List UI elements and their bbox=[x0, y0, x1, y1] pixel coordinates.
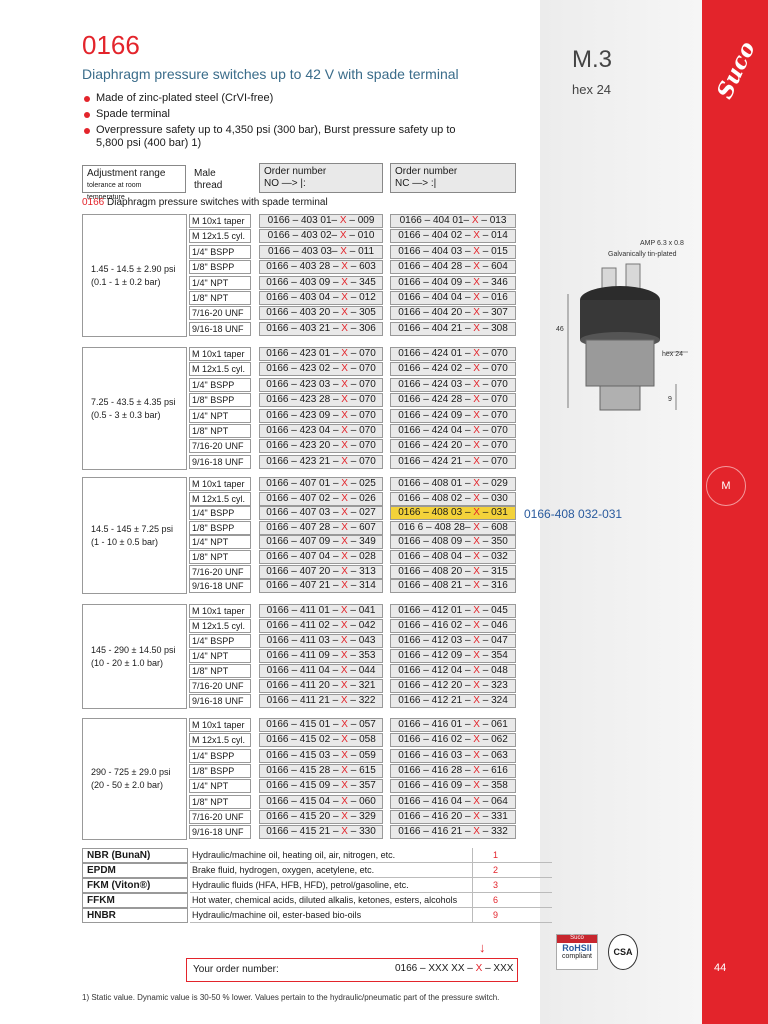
order-number-no: 0166 – 411 20 – X – 321 bbox=[259, 679, 383, 693]
order-number-no: 0166 – 423 20 – X – 070 bbox=[259, 439, 383, 453]
thread-cell: 1/4" BSPP bbox=[189, 634, 251, 648]
order-number-no: 0166 – 403 02– X – 010 bbox=[259, 229, 383, 243]
dim-46-label: 46 bbox=[556, 326, 564, 333]
order-number-nc: 0166 – 404 21 – X – 308 bbox=[390, 322, 516, 336]
table-row bbox=[189, 535, 518, 549]
order-number-no: 0166 – 411 04 – X – 044 bbox=[259, 664, 383, 678]
thread-cell: M 12x1.5 cyl. bbox=[189, 492, 251, 506]
material-name: FKM (Viton®) bbox=[82, 878, 188, 893]
adjustment-range-cell: 14.5 - 145 ± 7.25 psi (1 - 10 ± 0.5 bar) bbox=[82, 477, 187, 594]
series-title: M.3 bbox=[572, 46, 613, 73]
order-number-no: 0166 – 423 04 – X – 070 bbox=[259, 424, 383, 438]
footnote: 1) Static value. Dynamic value is 30-50 % lower. Values pertain to the hydraulic/pneumatic part of the pressure switch. bbox=[82, 993, 500, 1002]
order-number-nc: 0166 – 404 01– X – 013 bbox=[390, 214, 516, 228]
order-number-nc: 0166 – 408 03 – X – 031 bbox=[390, 506, 516, 520]
table-row bbox=[189, 550, 518, 564]
thread-cell: 1/4" NPT bbox=[189, 276, 251, 290]
order-number-no: 0166 – 423 02 – X – 070 bbox=[259, 362, 383, 376]
table-row bbox=[189, 260, 518, 274]
order-number-no: 0166 – 411 03 – X – 043 bbox=[259, 634, 383, 648]
material-name: NBR (BunaN) bbox=[82, 848, 188, 863]
order-number-nc: 0166 – 424 09 – X – 070 bbox=[390, 409, 516, 423]
thread-cell: 1/8" NPT bbox=[189, 424, 251, 438]
table-row bbox=[189, 795, 518, 809]
thread-cell: 1/4" NPT bbox=[189, 535, 251, 549]
order-number-no: 0166 – 407 04 – X – 028 bbox=[259, 550, 383, 564]
table-row bbox=[189, 439, 518, 453]
order-number-no: 0166 – 403 03– X – 011 bbox=[259, 245, 383, 259]
material-code: 3 bbox=[472, 878, 518, 893]
order-number-nc: 0166 – 412 09 – X – 354 bbox=[390, 649, 516, 663]
table-row bbox=[189, 347, 518, 361]
thread-cell: 1/8" NPT bbox=[189, 795, 251, 809]
table-row bbox=[189, 521, 518, 535]
seal-material-table bbox=[82, 848, 518, 923]
order-number-nc: 0166 – 424 02 – X – 070 bbox=[390, 362, 516, 376]
thread-cell: M 10x1 taper bbox=[189, 214, 251, 228]
table-row bbox=[189, 649, 518, 663]
table-row bbox=[189, 579, 518, 593]
order-number-no: 0166 – 423 21 – X – 070 bbox=[259, 455, 383, 469]
order-number-nc: 0166 – 404 09 – X – 346 bbox=[390, 276, 516, 290]
thread-cell: 1/4" BSPP bbox=[189, 506, 251, 520]
order-number-nc: 0166 – 404 20 – X – 307 bbox=[390, 306, 516, 320]
order-number-no: 0166 – 411 21 – X – 322 bbox=[259, 694, 383, 708]
thread-cell: M 10x1 taper bbox=[189, 604, 251, 618]
feature-list bbox=[84, 92, 464, 153]
thread-cell: 1/8" BSPP bbox=[189, 260, 251, 274]
table-row bbox=[189, 779, 518, 793]
pressure-range-group bbox=[82, 477, 518, 594]
thread-cell: 9/16-18 UNF bbox=[189, 694, 251, 708]
material-name: EPDM bbox=[82, 863, 188, 878]
order-number-no: 0166 – 415 09 – X – 357 bbox=[259, 779, 383, 793]
order-number-no: 0166 – 423 01 – X – 070 bbox=[259, 347, 383, 361]
pressure-range-group bbox=[82, 718, 518, 840]
table-row bbox=[189, 409, 518, 423]
thread-cell: 9/16-18 UNF bbox=[189, 455, 251, 469]
order-number-no: 0166 – 415 01 – X – 057 bbox=[259, 718, 383, 732]
header-order-nc: Order number NC —> :| bbox=[390, 163, 516, 193]
seal-material-row bbox=[82, 908, 518, 923]
order-number-nc: 0166 – 416 20 – X – 331 bbox=[390, 810, 516, 824]
order-number-nc: 0166 – 408 04 – X – 032 bbox=[390, 550, 516, 564]
thread-cell: 1/8" BSPP bbox=[189, 521, 251, 535]
thread-cell: 9/16-18 UNF bbox=[189, 322, 251, 336]
order-number-no: 0166 – 407 20 – X – 313 bbox=[259, 565, 383, 579]
order-number-nc: 0166 – 408 01 – X – 029 bbox=[390, 477, 516, 491]
table-row bbox=[189, 393, 518, 407]
order-number-no: 0166 – 415 20 – X – 329 bbox=[259, 810, 383, 824]
order-number-no: 0166 – 407 01 – X – 025 bbox=[259, 477, 383, 491]
order-number-nc: 0166 – 416 03 – X – 063 bbox=[390, 749, 516, 763]
table-row bbox=[189, 565, 518, 579]
material-code: 6 bbox=[472, 893, 518, 908]
order-number-no: 0166 – 407 09 – X – 349 bbox=[259, 535, 383, 549]
feature-item: Overpressure safety up to 4,350 psi (300 bar), Burst pressure safety up to 5,800 psi (400 bar) 1) bbox=[84, 124, 464, 150]
material-description: Hydraulic/machine oil, heating oil, air, nitrogen, etc. bbox=[190, 848, 552, 863]
order-number-nc: 0166 – 404 02 – X – 014 bbox=[390, 229, 516, 243]
thread-cell: 7/16-20 UNF bbox=[189, 810, 251, 824]
brand-bar bbox=[702, 0, 768, 1024]
order-number-nc: 0166 – 416 02 – X – 062 bbox=[390, 733, 516, 747]
material-description: Hydraulic fluids (HFA, HFB, HFD), petrol/gasoline, etc. bbox=[190, 878, 552, 893]
table-row bbox=[189, 291, 518, 305]
product-subtitle: Diaphragm pressure switches up to 42 V with spade terminal bbox=[82, 66, 459, 82]
thread-cell: M 12x1.5 cyl. bbox=[189, 733, 251, 747]
adjustment-range-cell: 1.45 - 14.5 ± 2.90 psi (0.1 - 1 ± 0.2 bar) bbox=[82, 214, 187, 337]
thread-cell: 7/16-20 UNF bbox=[189, 679, 251, 693]
hex-size: hex 24 bbox=[572, 82, 612, 97]
order-number-nc: 0166 – 408 02 – X – 030 bbox=[390, 492, 516, 506]
order-number-no: 0166 – 403 28 – X – 603 bbox=[259, 260, 383, 274]
section-tab-m[interactable]: M bbox=[706, 466, 746, 506]
order-number-nc: 0166 – 412 01 – X – 045 bbox=[390, 604, 516, 618]
order-number-no: 0166 – 403 21 – X – 306 bbox=[259, 322, 383, 336]
page-number: 44 bbox=[714, 962, 727, 974]
order-number-no: 0166 – 415 03 – X – 059 bbox=[259, 749, 383, 763]
order-number-no: 0166 – 423 09 – X – 070 bbox=[259, 409, 383, 423]
thread-cell: 1/4" BSPP bbox=[189, 245, 251, 259]
highlight-callout: 0166-408 032-031 bbox=[524, 507, 623, 521]
pressure-range-group bbox=[82, 214, 518, 337]
table-row bbox=[189, 718, 518, 732]
table-row bbox=[189, 492, 518, 506]
material-name: FFKM bbox=[82, 893, 188, 908]
table-row bbox=[189, 477, 518, 491]
thread-cell: M 12x1.5 cyl. bbox=[189, 229, 251, 243]
order-number-nc: 0166 – 424 21 – X – 070 bbox=[390, 455, 516, 469]
adjustment-range-cell: 290 - 725 ± 29.0 psi (20 - 50 ± 2.0 bar) bbox=[82, 718, 187, 840]
order-number-no: 0166 – 411 01 – X – 041 bbox=[259, 604, 383, 618]
thread-cell: 9/16-18 UNF bbox=[189, 579, 251, 593]
order-number-nc: 0166 – 404 03 – X – 015 bbox=[390, 245, 516, 259]
header-order-no: Order number NO —> |: bbox=[259, 163, 383, 193]
thread-cell: 1/8" NPT bbox=[189, 550, 251, 564]
thread-cell: 1/4" BSPP bbox=[189, 378, 251, 392]
pressure-switch-image bbox=[556, 232, 696, 422]
order-number-nc: 0166 – 412 03 – X – 047 bbox=[390, 634, 516, 648]
order-number-nc: 0166 – 424 03 – X – 070 bbox=[390, 378, 516, 392]
header-adjustment-range: Adjustment range tolerance at room temperature bbox=[82, 165, 186, 193]
order-number-no: 0166 – 423 03 – X – 070 bbox=[259, 378, 383, 392]
csa-badge: CSA bbox=[608, 934, 638, 970]
feature-item: Made of zinc-plated steel (CrVI-free) bbox=[84, 92, 464, 105]
brand-logo: Suco bbox=[711, 37, 761, 103]
order-number-no: 0166 – 407 02 – X – 026 bbox=[259, 492, 383, 506]
table-row bbox=[189, 634, 518, 648]
order-number-nc: 0166 – 412 20 – X – 323 bbox=[390, 679, 516, 693]
order-number-nc: 0166 – 424 28 – X – 070 bbox=[390, 393, 516, 407]
table-row bbox=[189, 306, 518, 320]
order-number-nc: 016 6 – 408 28– X – 608 bbox=[390, 521, 516, 535]
order-number-no: 0166 – 411 09 – X – 353 bbox=[259, 649, 383, 663]
rohs-badge: Suco RoHSII compliant bbox=[556, 934, 598, 970]
material-code: 9 bbox=[472, 908, 518, 923]
order-number-no: 0166 – 415 04 – X – 060 bbox=[259, 795, 383, 809]
order-number-nc: 0166 – 416 09 – X – 358 bbox=[390, 779, 516, 793]
material-description: Brake fluid, hydrogen, oxygen, acetylene, etc. bbox=[190, 863, 552, 878]
hex-24-label: hex 24 bbox=[662, 351, 684, 358]
section-label: 0166 Diaphragm pressure switches with spade terminal bbox=[82, 197, 328, 208]
table-row bbox=[189, 749, 518, 763]
dim-9-label: 9 bbox=[668, 396, 672, 403]
order-number-nc: 0166 – 416 21 – X – 332 bbox=[390, 825, 516, 839]
table-row bbox=[189, 506, 518, 520]
thread-cell: 1/8" NPT bbox=[189, 291, 251, 305]
table-row bbox=[189, 825, 518, 839]
order-number-no: 0166 – 403 01– X – 009 bbox=[259, 214, 383, 228]
arrow-down-icon: ↓ bbox=[479, 940, 486, 955]
order-number-nc: 0166 – 416 02 – X – 046 bbox=[390, 619, 516, 633]
order-number-no: 0166 – 415 21 – X – 330 bbox=[259, 825, 383, 839]
thread-cell: 1/4" NPT bbox=[189, 649, 251, 663]
table-row bbox=[189, 733, 518, 747]
thread-cell: M 10x1 taper bbox=[189, 477, 251, 491]
table-row bbox=[189, 619, 518, 633]
order-number-nc: 0166 – 416 28 – X – 616 bbox=[390, 764, 516, 778]
order-number-nc: 0166 – 424 20 – X – 070 bbox=[390, 439, 516, 453]
material-name: HNBR bbox=[82, 908, 188, 923]
thread-cell: M 10x1 taper bbox=[189, 718, 251, 732]
table-row bbox=[189, 276, 518, 290]
order-number-nc: 0166 – 408 20 – X – 315 bbox=[390, 565, 516, 579]
order-number-no: 0166 – 403 20 – X – 305 bbox=[259, 306, 383, 320]
feature-item: Spade terminal bbox=[84, 108, 464, 121]
order-number-nc: 0166 – 424 01 – X – 070 bbox=[390, 347, 516, 361]
order-number-no: 0166 – 415 28 – X – 615 bbox=[259, 764, 383, 778]
order-number-nc: 0166 – 416 01 – X – 061 bbox=[390, 718, 516, 732]
table-row bbox=[189, 664, 518, 678]
table-row bbox=[189, 455, 518, 469]
material-code: 2 bbox=[472, 863, 518, 878]
table-row bbox=[189, 424, 518, 438]
header-male-thread: Male thread bbox=[194, 168, 223, 191]
thread-cell: M 12x1.5 cyl. bbox=[189, 362, 251, 376]
order-number-nc: 0166 – 404 04 – X – 016 bbox=[390, 291, 516, 305]
pressure-range-group bbox=[82, 347, 518, 470]
order-number-no: 0166 – 403 04 – X – 012 bbox=[259, 291, 383, 305]
your-order-box: Your order number: 0166 – XXX XX – X – XXX bbox=[186, 958, 518, 982]
table-row bbox=[189, 245, 518, 259]
order-number-no: 0166 – 407 28 – X – 607 bbox=[259, 521, 383, 535]
material-description: Hydraulic/machine oil, ester-based bio-oils bbox=[190, 908, 552, 923]
thread-cell: 1/4" NPT bbox=[189, 409, 251, 423]
seal-material-row bbox=[82, 893, 518, 908]
order-number-nc: 0166 – 416 04 – X – 064 bbox=[390, 795, 516, 809]
material-description: Hot water, chemical acids, diluted alkalis, ketones, esters, alcohols bbox=[190, 893, 552, 908]
order-number-nc: 0166 – 404 28 – X – 604 bbox=[390, 260, 516, 274]
table-row bbox=[189, 362, 518, 376]
adjustment-range-cell: 7.25 - 43.5 ± 4.35 psi (0.5 - 3 ± 0.3 bar) bbox=[82, 347, 187, 470]
thread-cell: 1/4" BSPP bbox=[189, 749, 251, 763]
thread-cell: 7/16-20 UNF bbox=[189, 565, 251, 579]
order-number-nc: 0166 – 408 09 – X – 350 bbox=[390, 535, 516, 549]
table-row bbox=[189, 679, 518, 693]
thread-cell: M 10x1 taper bbox=[189, 347, 251, 361]
tin-label: Galvanically tin-plated bbox=[608, 251, 677, 258]
order-number-no: 0166 – 423 28 – X – 070 bbox=[259, 393, 383, 407]
seal-material-row bbox=[82, 863, 518, 878]
thread-cell: 1/4" NPT bbox=[189, 779, 251, 793]
amp-label: AMP 6.3 x 0.8 bbox=[640, 240, 684, 247]
thread-cell: 7/16-20 UNF bbox=[189, 306, 251, 320]
order-number-no: 0166 – 407 03 – X – 027 bbox=[259, 506, 383, 520]
product-code: 0166 bbox=[82, 30, 140, 60]
thread-cell: 1/8" NPT bbox=[189, 664, 251, 678]
table-row bbox=[189, 322, 518, 336]
material-code: 1 bbox=[472, 848, 518, 863]
pressure-range-group bbox=[82, 604, 518, 709]
order-number-no: 0166 – 403 09 – X – 345 bbox=[259, 276, 383, 290]
thread-cell: 9/16-18 UNF bbox=[189, 825, 251, 839]
order-number-nc: 0166 – 408 21 – X – 316 bbox=[390, 579, 516, 593]
table-row bbox=[189, 604, 518, 618]
order-number-no: 0166 – 407 21 – X – 314 bbox=[259, 579, 383, 593]
table-row bbox=[189, 694, 518, 708]
your-order-value: 0166 – XXX XX – X – XXX bbox=[395, 963, 514, 974]
table-row bbox=[189, 214, 518, 228]
table-row bbox=[189, 810, 518, 824]
adjustment-range-cell: 145 - 290 ± 14.50 psi (10 - 20 ± 1.0 bar) bbox=[82, 604, 187, 709]
thread-cell: 1/8" BSPP bbox=[189, 393, 251, 407]
order-number-nc: 0166 – 412 21 – X – 324 bbox=[390, 694, 516, 708]
order-number-no: 0166 – 411 02 – X – 042 bbox=[259, 619, 383, 633]
table-row bbox=[189, 764, 518, 778]
seal-material-row bbox=[82, 848, 518, 863]
thread-cell: M 12x1.5 cyl. bbox=[189, 619, 251, 633]
thread-cell: 7/16-20 UNF bbox=[189, 439, 251, 453]
table-row bbox=[189, 378, 518, 392]
order-number-nc: 0166 – 424 04 – X – 070 bbox=[390, 424, 516, 438]
thread-cell: 1/8" BSPP bbox=[189, 764, 251, 778]
seal-material-row bbox=[82, 878, 518, 893]
order-number-nc: 0166 – 412 04 – X – 048 bbox=[390, 664, 516, 678]
order-number-no: 0166 – 415 02 – X – 058 bbox=[259, 733, 383, 747]
table-row bbox=[189, 229, 518, 243]
